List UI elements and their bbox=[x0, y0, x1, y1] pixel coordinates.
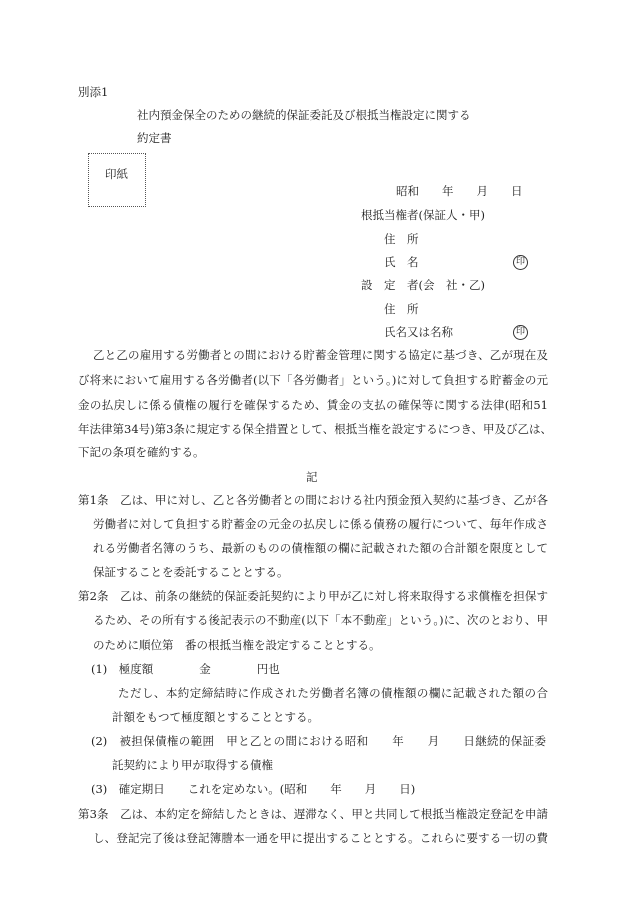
mortgagee-name-label: 氏 名 bbox=[384, 255, 419, 269]
article1-line: 労働者に対して負担する貯蓄金の元金の払戻しに係る債務の履行について、毎年作成さ bbox=[93, 517, 548, 531]
setter-address-label: 住 所 bbox=[384, 302, 419, 316]
revenue-stamp-box bbox=[88, 153, 146, 207]
article2-line: るため、その所有する後記表示の不動産(以下「本不動産」という。)に、次のとおり、甲 bbox=[93, 613, 548, 627]
document-title-line2: 約定書 bbox=[137, 131, 172, 145]
preamble-line: び将来において雇用する各労働者(以下「各労働者」という。)に対して負担する貯蓄金の元 bbox=[78, 373, 548, 387]
mortgagee-label: 根抵当権者(保証人・甲) bbox=[361, 208, 485, 222]
ki-heading: 記 bbox=[306, 470, 318, 484]
seal-mark: 印 bbox=[513, 325, 528, 340]
setter-name-label: 氏名又は名称 bbox=[384, 325, 453, 339]
item2-line: (2) 被担保債権の範囲 甲と乙との間における昭和 年 月 日継続的保証委 bbox=[91, 734, 546, 748]
article2-line: のために順位第 番の根抵当権を設定することとする。 bbox=[93, 638, 381, 652]
article1-line: れる労働者名簿のうち、最新のものの債権額の欄に記載された額の合計額を限度として bbox=[93, 541, 548, 555]
article2-line: 第2条 乙は、前条の継続的保証委託契約により甲が乙に対し将来取得する求償権を担保す bbox=[78, 589, 548, 603]
contract-date: 昭和 年 月 日 bbox=[396, 184, 523, 198]
article1-line: 保証することを委託することとする。 bbox=[93, 565, 289, 579]
article3-line: し、登記完了後は登記簿謄本一通を甲に提出することとする。これらに要する一切の費 bbox=[93, 831, 548, 845]
setter-label: 設 定 者(会 社・乙) bbox=[361, 278, 485, 292]
item1-note-line: 計額をもつて極度額とすることとする。 bbox=[112, 710, 319, 724]
article3-line: 第3条 乙は、本約定を締結したときは、遅滞なく、甲と共同して根抵当権設定登記を申請 bbox=[78, 807, 548, 821]
attachment-label: 別添1 bbox=[78, 85, 109, 99]
preamble-line: 年法律第34号)第3条に規定する保全措置として、根抵当権を設定するにつき、甲及び乙は、 bbox=[78, 422, 553, 436]
preamble-line: 乙と乙の雇用する労働者との間における貯蓄金管理に関する協定に基づき、乙が現在及 bbox=[93, 348, 548, 362]
mortgagee-address-label: 住 所 bbox=[384, 232, 419, 246]
seal-mark: 印 bbox=[513, 255, 528, 270]
item3-line: (3) 確定期日 これを定めない。(昭和 年 月 日) bbox=[91, 782, 416, 796]
preamble-line: 金の払戻しに係る債権の履行を確保するため、賃金の支払の確保等に関する法律(昭和51 bbox=[78, 398, 548, 412]
preamble-line: 下記の条項を確約する。 bbox=[78, 445, 205, 459]
article1-line: 第1条 乙は、甲に対し、乙と各労働者との間における社内預金預入契約に基づき、乙が各 bbox=[78, 493, 548, 507]
item2-line: 託契約により甲が取得する債権 bbox=[112, 758, 273, 772]
revenue-stamp-label: 印紙 bbox=[105, 167, 128, 181]
document-title: 社内預金保全のための継続的保証委託及び根抵当権設定に関する bbox=[137, 108, 471, 122]
item1-line: (1) 極度額 金 円也 bbox=[91, 662, 280, 676]
item1-note-line: ただし、本約定締結時に作成された労働者名簿の債権額の欄に記載された額の合 bbox=[118, 686, 548, 700]
